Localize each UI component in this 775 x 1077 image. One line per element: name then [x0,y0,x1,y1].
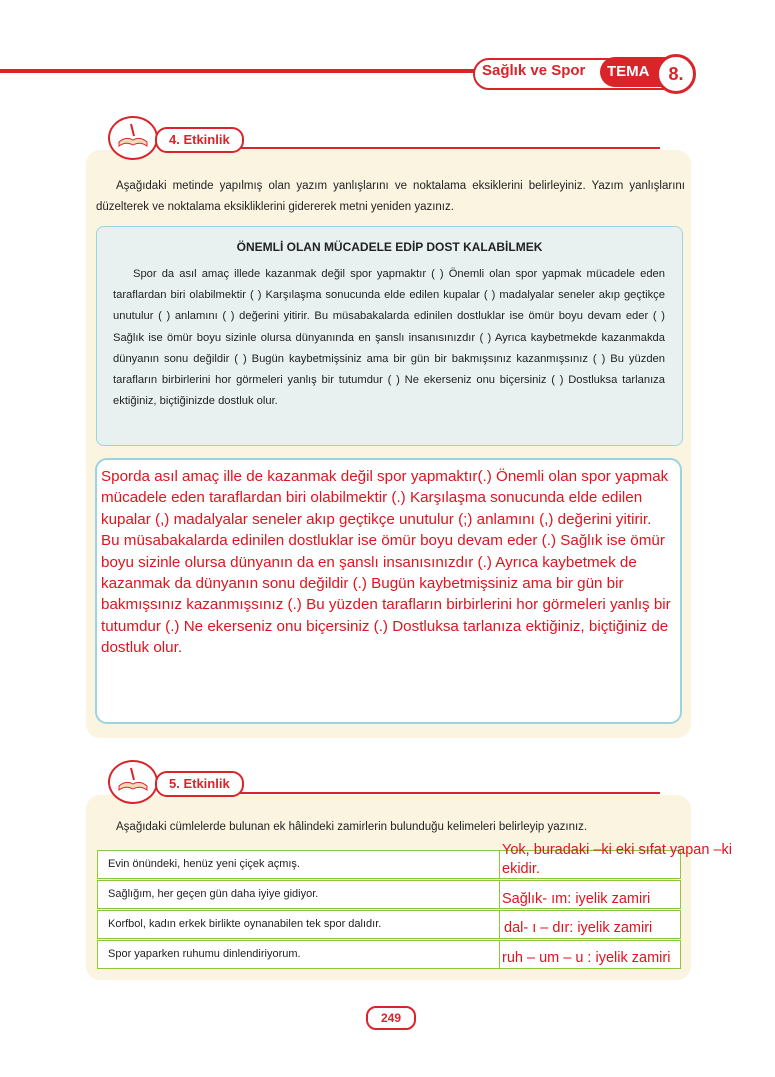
handwritten-answer: Sağlık- ım: iyelik zamiri [502,891,651,907]
page-number: 249 [366,1006,416,1030]
table-row: Spor yaparken ruhumu dinlendiriyorum. [97,940,500,969]
handwritten-answer: ruh – um – u : iyelik zamiri [502,950,671,966]
header-rule [0,69,480,73]
theme-title: Sağlık ve Spor [482,62,586,79]
reading-title: ÖNEMLİ OLAN MÜCADELE EDİP DOST KALABİLMEK [236,240,543,254]
table-row: Evin önündeki, henüz yeni çiçek açmış. [97,850,500,879]
theme-label: TEMA [607,63,650,80]
table-row: Korfbol, kadın erkek birlikte oynanabilen tek spor dalıdır. [97,910,500,939]
reading-body: Spor da asıl amaç illede kazanmak değil spor yapmaktır ( ) Önemli olan spor yapmak mücadele eden taraflardan biri olabilmektir ( ) Karşılaşma sonucunda elde edilen kupalar ( ) madalyalar seneler akıp geçtikçe unutulur ( ) anlamını ( ) değerini yitirir. Bu müsabakalarda edinilen dostluklar ise ömür boyu devam eder ( ) Sağlık ise ömür boyu sizinle olursa dünyanında en şanslı insanısınızdır ( ) Ayrıca kaybetmekde kazanmakda dünyanın sonu değildir ( ) Bugün kaybetmişsiniz ama bir gün bir bakmışsınız kazanmışsınız ( ) Bu yüzden tarafların birbirlerini hor görmeleri yanlış bir tutumdur ( ) Ne ekerseniz onu biçersiniz ( ) Dostluksa tarlanıza ektiğiniz, biçtiğinizde dostluk olur. [113,268,665,408]
theme-number: 8. [656,54,696,94]
handwritten-answer: dal- ı – dır: iyelik zamiri [504,920,653,936]
book-icon [108,116,158,160]
activity4-label: 4. Etkinlik [155,127,244,153]
table-row: Sağlığım, her geçen gün daha iyiye gidiyor. [97,880,500,909]
activity5-instruction: Aşağıdaki cümlelerde bulunan ek hâlindeki zamirlerin bulunduğu kelimeleri belirleyip yazınız. [116,821,588,833]
activity5-label: 5. Etkinlik [155,771,244,797]
activity5-rule [240,792,660,794]
activity4-rule [240,147,660,149]
handwritten-answer: Yok, buradaki –ki eki sıfat yapan –ki ekidir. [502,842,732,877]
handwritten-answer: Sporda asıl amaç ille de kazanmak değil spor yapmaktır(.) Önemli olan spor yapmak mücadele eden taraflardan biri olabilmektir (.) Karşılaşma sonucunda elde edilen kupalar (,) madalyalar seneler akıp geçtikçe unutulur (;) anlamını (,) değerini yitirir. Bu müsabakalarda edinilen dostluklar ise ömür boyu devam eder (.) Sağlık ise ömür boyu sizinle olursa dünyanın da en şanslı insanısınızdır (.) Ayrıca kaybetmek de kazanmak da dünyanın sonu değildir (.) Bugün kaybetmişsiniz ama bir gün bir bakmışsınız kazanmışsınız (.) Bu yüzden tarafların birbirlerini hor görmeleri yanlış bir tutumdur (.) Ne ekerseniz onu biçersiniz (.) Dostluksa tarlanıza ektiğiniz, biçtiğiniz de dostluk olur. [101,468,671,657]
book-icon [108,760,158,804]
activity4-instruction: Aşağıdaki metinde yapılmış olan yazım yanlışlarını ve noktalama eksiklerini belirleyiniz. Yazım yanlışlarını düzelterek ve noktalama eksikliklerini gidererek metni yeniden yazınız. [96,180,685,213]
